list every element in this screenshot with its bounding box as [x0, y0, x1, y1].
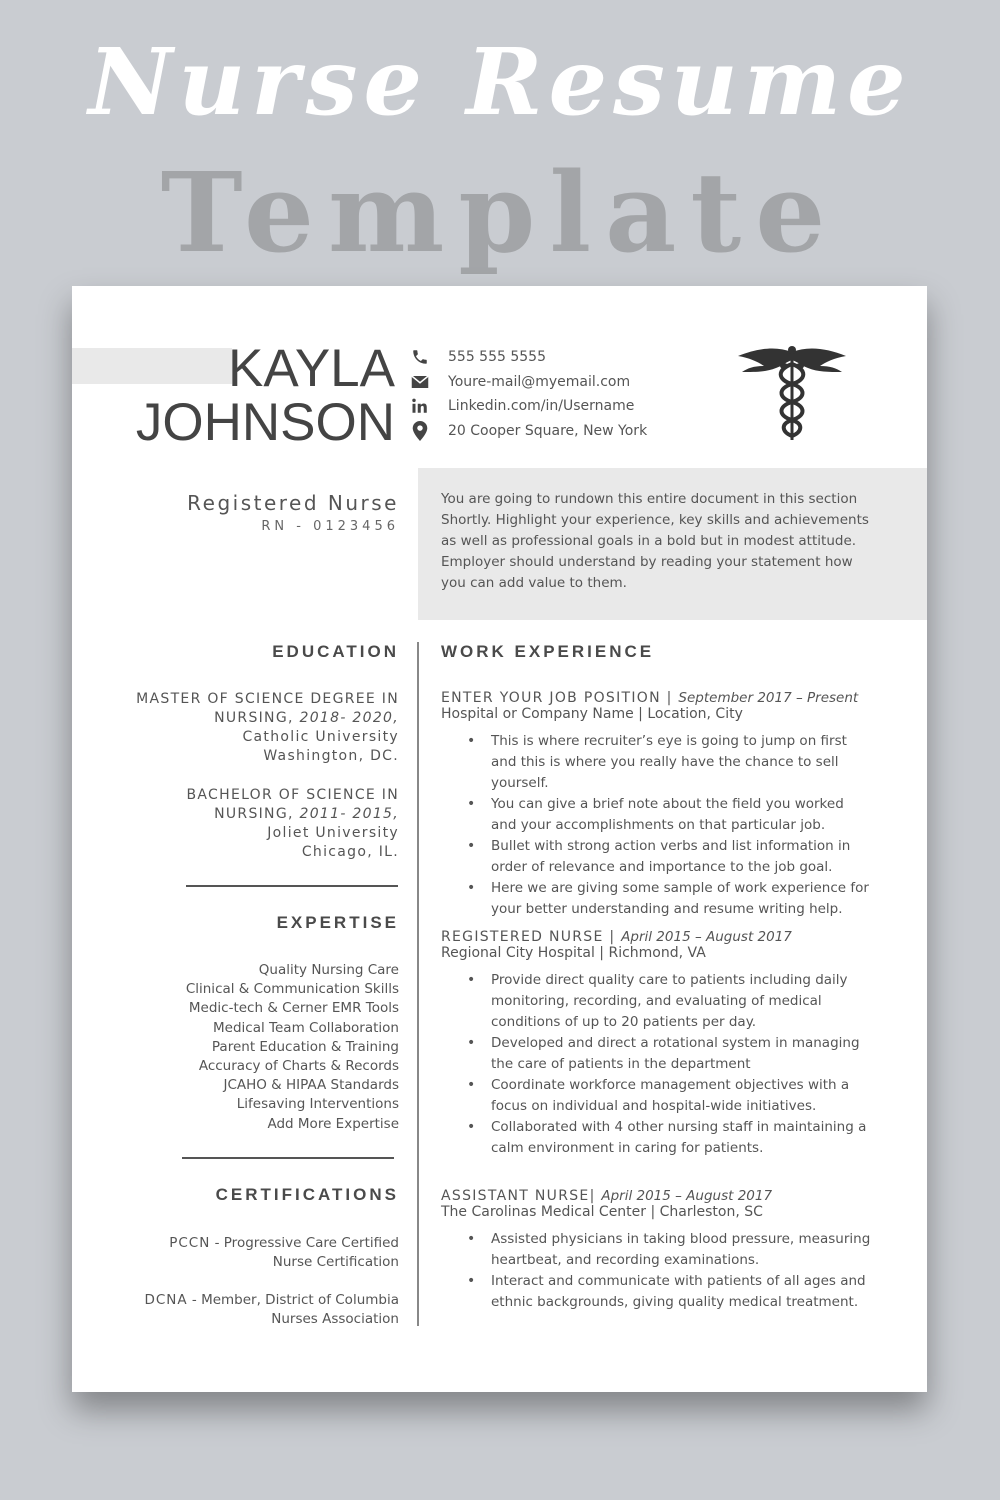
degree-location: Washington, DC. [263, 748, 399, 764]
cert-line-2: Nurse Certification [272, 1254, 399, 1270]
job-entry-2 [441, 929, 911, 1159]
expertise-list [119, 961, 399, 1134]
expertise-item: Parent Education & Training [211, 1038, 399, 1055]
job-bullets [441, 1229, 911, 1313]
job-bullet: • Here we are giving some sample of work experience for your better understanding and resume writing help. [441, 878, 871, 920]
cert-line [119, 1234, 399, 1253]
contact-linkedin [410, 396, 635, 416]
expertise-item: Clinical & Communication Skills [185, 981, 399, 998]
job-heading [441, 690, 911, 706]
work-heading: WORK EXPERIENCE [441, 642, 655, 661]
section-divider [186, 885, 398, 887]
email-icon [410, 372, 430, 392]
contact-email [410, 372, 631, 392]
job-company: Hospital or Company Name | Location, City [441, 706, 743, 722]
banner-subtitle: Template [160, 148, 840, 277]
resume-page [72, 286, 927, 1392]
job-dates: April 2015 – August 2017 [601, 1188, 773, 1204]
certification-1 [119, 1234, 399, 1272]
expertise-item: Quality Nursing Care [258, 962, 399, 978]
last-name: JOHNSON [135, 393, 395, 452]
expertise-item: Add More Expertise [267, 1115, 399, 1132]
job-bullets [441, 970, 911, 1159]
rn-number: RN - 0123456 [261, 519, 399, 534]
job-sep: | [660, 690, 679, 706]
work-section [441, 642, 911, 662]
caduceus-icon [736, 342, 848, 444]
job-company: The Carolinas Medical Center | Charleston, SC [441, 1204, 763, 1220]
job-bullet: • Assisted physicians in taking blood pressure, measuring heartbeat, and recording examinations. [441, 1229, 871, 1271]
certification-2 [119, 1291, 399, 1329]
degree-title: MASTER OF SCIENCE DEGREE IN [136, 691, 399, 707]
expertise-item: Medical Team Collaboration [213, 1019, 399, 1036]
degree-field-years [119, 805, 399, 824]
degree-school: Joliet University [267, 825, 399, 841]
contact-address [410, 421, 648, 441]
degree-years: 2011- 2015, [299, 806, 399, 822]
job-position: REGISTERED NURSE [441, 929, 604, 945]
job-company: Regional City Hospital | Richmond, VA [441, 945, 706, 961]
phone-icon [410, 347, 430, 367]
expertise-item: Medic-tech & Cerner EMR Tools [188, 1000, 399, 1017]
job-bullet: • Interact and communicate with patients of all ages and ethnic backgrounds, giving quality medical treatment. [441, 1271, 871, 1313]
job-sep: | [589, 1188, 602, 1204]
degree-field: NURSING, [214, 806, 300, 822]
job-bullet: • This is where recruiter’s eye is going to jump on first and this is where you really have the chance to sell yourself. [441, 731, 871, 794]
cert-line-2: Nurses Association [271, 1311, 399, 1327]
job-bullet: • Provide direct quality care to patients including daily monitoring, recording, and evaluating of medical conditions of up to 20 patients per day. [441, 970, 871, 1033]
job-bullet: • Coordinate workforce management objectives with a focus on individual and hospital-wide initiatives. [441, 1075, 871, 1117]
cert-desc: - Member, District of Columbia [187, 1292, 399, 1308]
expertise-item: Accuracy of Charts & Records [198, 1058, 399, 1075]
job-title: Registered Nurse [187, 491, 399, 515]
summary-box [418, 468, 927, 620]
job-bullet: • Collaborated with 4 other nursing staff in maintaining a calm environment in caring for patients. [441, 1117, 871, 1159]
cert-code: PCCN [169, 1235, 211, 1251]
job-bullet: • You can give a brief note about the field you worked and your accomplishments on that particular job. [441, 794, 871, 836]
contact-email-text: Youre-mail@myemail.com [448, 374, 631, 390]
degree-2 [119, 786, 399, 862]
job-bullet: • Bullet with strong action verbs and list information in order of relevance and importance to the job goal. [441, 836, 871, 878]
degree-title: BACHELOR OF SCIENCE IN [186, 787, 399, 803]
job-position: ENTER YOUR JOB POSITION [441, 690, 661, 706]
degree-years: 2018- 2020, [299, 710, 399, 726]
job-sep: | [603, 929, 622, 945]
location-pin-icon [410, 421, 430, 441]
first-name: KAYLA [228, 339, 395, 398]
linkedin-icon [410, 396, 430, 416]
certifications-heading: CERTIFICATIONS [215, 1185, 399, 1204]
expertise-item: JCAHO & HIPAA Standards [223, 1077, 399, 1094]
contact-linkedin-text: Linkedin.com/in/Username [448, 398, 635, 414]
job-position: ASSISTANT NURSE [441, 1188, 590, 1204]
expertise-item: Lifesaving Interventions [236, 1096, 399, 1113]
cert-desc: - Progressive Care Certified [210, 1235, 399, 1251]
expertise-heading: EXPERTISE [276, 913, 399, 932]
job-bullet: • Developed and direct a rotational system in managing the care of patients in the department [441, 1033, 871, 1075]
job-dates: September 2017 – Present [678, 690, 859, 706]
certifications-section [119, 1185, 399, 1205]
contact-phone-text: 555 555 5555 [448, 349, 546, 365]
job-heading [441, 929, 911, 945]
job-entry-1 [441, 690, 911, 920]
job-entry-3 [441, 1188, 911, 1313]
degree-field-years [119, 709, 399, 728]
column-divider [417, 642, 419, 1326]
name-accent-bar [72, 348, 232, 384]
education-section [119, 642, 399, 662]
degree-location: Chicago, IL. [301, 844, 399, 860]
cert-code: DCNA [144, 1292, 188, 1308]
summary-text: You are going to rundown this entire document in this section Shortly. Highlight your experience, key skills and achievements as well as professional goals in a bold but in modest attitude. Employer should understand by reading your statement how you can add value to them. [441, 491, 869, 591]
education-heading: EDUCATION [272, 642, 399, 661]
section-divider [182, 1157, 394, 1159]
degree-school: Catholic University [242, 729, 399, 745]
job-bullets [441, 731, 911, 920]
job-heading [441, 1188, 911, 1204]
contact-phone [410, 347, 546, 367]
banner-title: Nurse Resume [88, 28, 912, 136]
contact-address-text: 20 Cooper Square, New York [448, 423, 648, 439]
degree-1 [119, 690, 399, 766]
expertise-section [119, 913, 399, 933]
cert-line [119, 1291, 399, 1310]
degree-field: NURSING, [214, 710, 300, 726]
job-dates: April 2015 – August 2017 [621, 929, 792, 945]
